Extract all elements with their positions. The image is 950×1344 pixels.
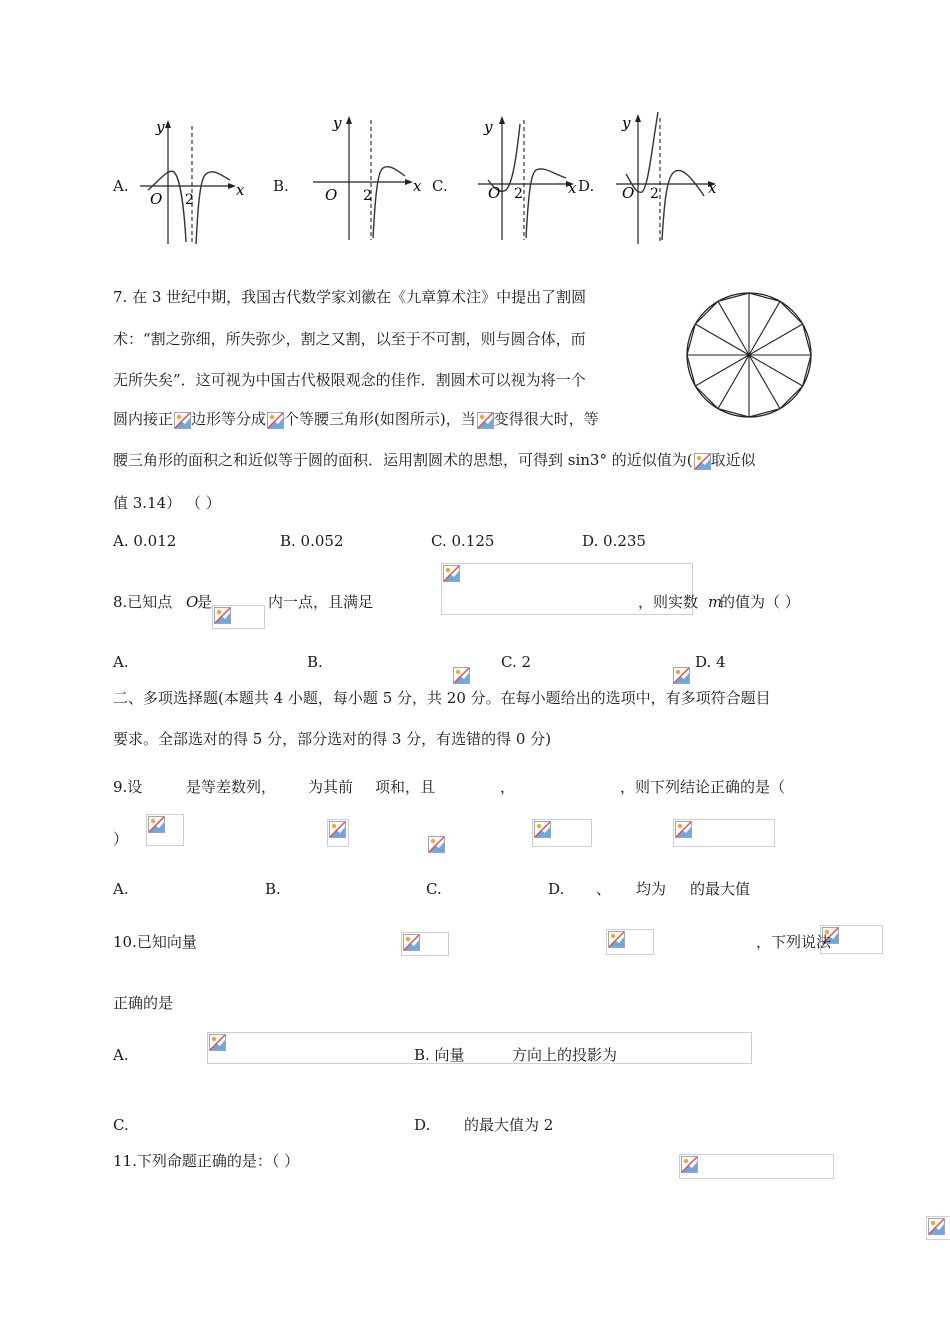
graph-b-x: x: [413, 177, 422, 195]
q7-line-6: 值 3.14） （ ）: [113, 494, 221, 512]
q8-real-number: ，则实数: [638, 593, 699, 611]
q8-point-o: O: [186, 593, 199, 611]
image-placeholder-q9-sn: [327, 819, 349, 847]
graph-b: [305, 112, 430, 244]
graph-d: [608, 108, 723, 248]
graph-label-d: D.: [578, 177, 595, 195]
graph-a-x: x: [236, 181, 245, 199]
graph-d-origin: O: [622, 184, 635, 202]
image-placeholder-q9-a: [401, 932, 449, 956]
q9-option-a: A.: [113, 880, 129, 898]
image-placeholder-n3: [476, 411, 494, 429]
q10-option-c: C.: [113, 1116, 129, 1134]
q10-following: ，下列说法: [756, 933, 832, 951]
q7-line-1: 7. 在 3 世纪中期，我国古代数学家刘徽在《九章算术注》中提出了割圆: [113, 288, 587, 306]
image-placeholder-q9-n: [427, 835, 445, 853]
image-placeholder-q9-cond1: [532, 819, 592, 847]
image-placeholder-q9-b: [606, 929, 654, 955]
image-placeholder-q9-cond2: [673, 819, 775, 847]
q9-option-c: C.: [426, 880, 442, 898]
q10-option-d-max: 的最大值为 2: [464, 1116, 554, 1134]
q9-prefix: 9.设: [113, 778, 143, 796]
graph-c-origin: O: [488, 184, 501, 202]
q8-m: m: [708, 593, 723, 611]
q10-option-a: A.: [113, 1046, 129, 1064]
q9-option-b: B.: [265, 880, 281, 898]
q10-prefix: 10.已知向量: [113, 933, 197, 951]
q7-line-4-a: 圆内接正: [113, 410, 174, 428]
q7-line-4-b: 边形等分成: [191, 410, 267, 428]
q9-close-paren: ）: [113, 830, 129, 848]
q10-correct: 正确的是: [113, 994, 174, 1012]
image-placeholder-q9-seq: [146, 814, 184, 846]
graph-b-origin: O: [325, 186, 338, 204]
question-11: 11.下列命题正确的是：（ ）: [113, 1152, 300, 1170]
image-placeholder-pi: [693, 452, 711, 470]
graph-c: [470, 112, 585, 244]
image-placeholder-q10-c: [926, 1216, 950, 1240]
q10-option-d: D.: [414, 1116, 431, 1134]
image-placeholder-triangle: [212, 605, 265, 629]
q10-option-b-text: B. 向量: [414, 1046, 465, 1064]
image-placeholder-q10-a: [679, 1154, 834, 1179]
q9-first: 为其前: [308, 778, 354, 796]
graph-label-b: B.: [273, 177, 289, 195]
image-placeholder-q8-b: [672, 666, 692, 686]
q9-d-both: 均为: [636, 880, 667, 898]
q7-line-4-d: 变得很大时，等: [493, 410, 599, 428]
q8-prefix: 8.已知点: [113, 593, 173, 611]
q9-option-d: D.: [548, 880, 565, 898]
q7-option-c: C. 0.125: [431, 532, 495, 550]
q9-d-max: 的最大值: [690, 880, 751, 898]
graph-a-y: y: [156, 118, 165, 136]
q9-comma: ，: [500, 778, 516, 796]
q8-option-b: B.: [307, 653, 323, 671]
graph-label-c: C.: [432, 177, 448, 195]
q8-value-of: 的值为（ ）: [720, 593, 800, 611]
graph-c-x: x: [568, 179, 577, 197]
q8-is: 是: [197, 593, 213, 611]
section-2-heading-line-2: 要求。全部选对的得 5 分，部分选对的得 3 分，有选错的得 0 分): [113, 730, 552, 748]
q7-option-b: B. 0.052: [280, 532, 344, 550]
graph-d-y: y: [622, 114, 631, 132]
q8-option-d: D. 4: [695, 653, 726, 671]
graph-b-y: y: [333, 114, 342, 132]
image-placeholder-q8-a: [452, 666, 472, 686]
q9-sum: 项和，且: [375, 778, 436, 796]
graph-a: [130, 116, 255, 248]
graph-label-a: A.: [113, 177, 129, 195]
image-placeholder-n2: [266, 411, 284, 429]
q8-option-c: C. 2: [501, 653, 532, 671]
q9-d-sep: 、: [596, 880, 612, 898]
graph-b-tick: 2: [363, 188, 372, 204]
q10-option-b-proj: 方向上的投影为: [512, 1046, 618, 1064]
image-placeholder-n: [173, 411, 191, 429]
graph-c-y: y: [484, 118, 493, 136]
graph-c-tick: 2: [514, 186, 523, 202]
q7-line-3: 无所失矣”．这可视为中国古代极限观念的佳作．割圆术可以视为将一个: [113, 371, 586, 389]
q7-line-2: 术：“割之弥细，所失弥少，割之又割，以至于不可割，则与圆合体，而: [113, 330, 586, 348]
circle-dodecagon-figure: [684, 290, 814, 420]
q7-line-5-b: 取近似: [710, 451, 756, 469]
q7-line-5-a: 腰三角形的面积之和近似等于圆的面积．运用割圆术的思想，可得到 sin3° 的近似值为(: [113, 451, 693, 469]
q7-option-d: D. 0.235: [582, 532, 646, 550]
image-placeholder-q10-vectors: [207, 1032, 752, 1064]
q7-option-a: A. 0.012: [113, 532, 177, 550]
section-2-heading: 二、多项选择题(本题共 4 小题，每小题 5 分，共 20 分。在每小题给出的选项中，有多项符合题目: [113, 689, 771, 707]
q8-option-a: A.: [113, 653, 129, 671]
graph-d-tick: 2: [650, 186, 659, 202]
q7-line-5: [113, 450, 756, 470]
q8-inner-point: 内一点，且满足: [268, 593, 374, 611]
q9-arith-seq: 是等差数列，: [186, 778, 277, 796]
graph-d-x: x: [708, 179, 717, 197]
q9-conclusion: ，则下列结论正确的是（: [620, 778, 786, 796]
q7-line-4-c: 个等腰三角形(如图所示)，当: [284, 410, 476, 428]
q7-line-4: [113, 409, 599, 429]
graph-a-origin: O: [150, 190, 163, 208]
graph-a-tick: 2: [185, 192, 194, 208]
